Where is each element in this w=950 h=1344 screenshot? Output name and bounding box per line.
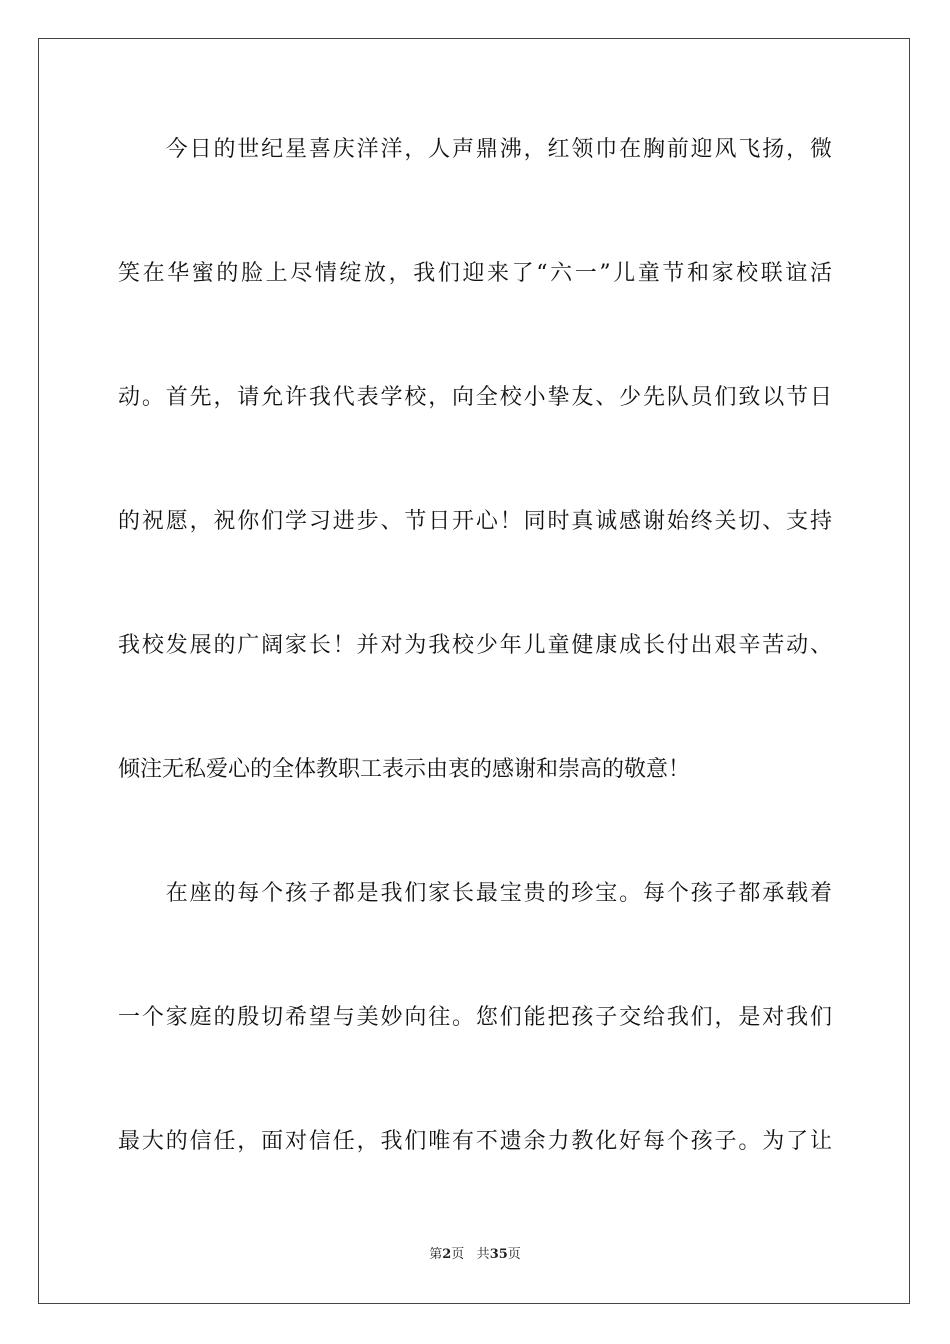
text-line-6: 倾注无私爱心的全体教职工表示由衷的感谢和崇高的敬意！ <box>118 757 691 782</box>
page-number: 2 <box>442 1247 452 1262</box>
page-suffix: 页 <box>451 1247 465 1262</box>
text-line-3: 动。首先，请允许我代表学校，向全校小挚友、少先队员们致以节日 <box>118 385 832 410</box>
page-footer <box>0 1247 950 1263</box>
page-border <box>38 38 910 1304</box>
page-prefix: 第 <box>429 1247 443 1262</box>
text-line-5: 我校发展的广阔家长！并对为我校少年儿童健康成长付出艰辛苦动、 <box>118 633 832 658</box>
text-line-8: 一个家庭的殷切希望与美妙向往。您们能把孩子交给我们，是对我们 <box>118 1005 832 1030</box>
text-line-1: 今日的世纪星喜庆洋洋，人声鼎沸，红领巾在胸前迎风飞扬，微 <box>118 137 832 162</box>
total-pages: 35 <box>489 1247 508 1262</box>
text-line-4: 的祝愿，祝你们学习进步、节日开心！同时真诚感谢始终关切、支持 <box>118 509 832 534</box>
text-line-9: 最大的信任，面对信任，我们唯有不遗余力教化好每个孩子。为了让 <box>118 1129 832 1154</box>
total-prefix: 共 <box>476 1247 490 1262</box>
text-line-2: 笑在华蜜的脸上尽情绽放，我们迎来了“六一”儿童节和家校联谊活 <box>118 261 832 286</box>
text-line-7: 在座的每个孩子都是我们家长最宝贵的珍宝。每个孩子都承载着 <box>118 881 832 906</box>
total-suffix: 页 <box>507 1247 521 1262</box>
